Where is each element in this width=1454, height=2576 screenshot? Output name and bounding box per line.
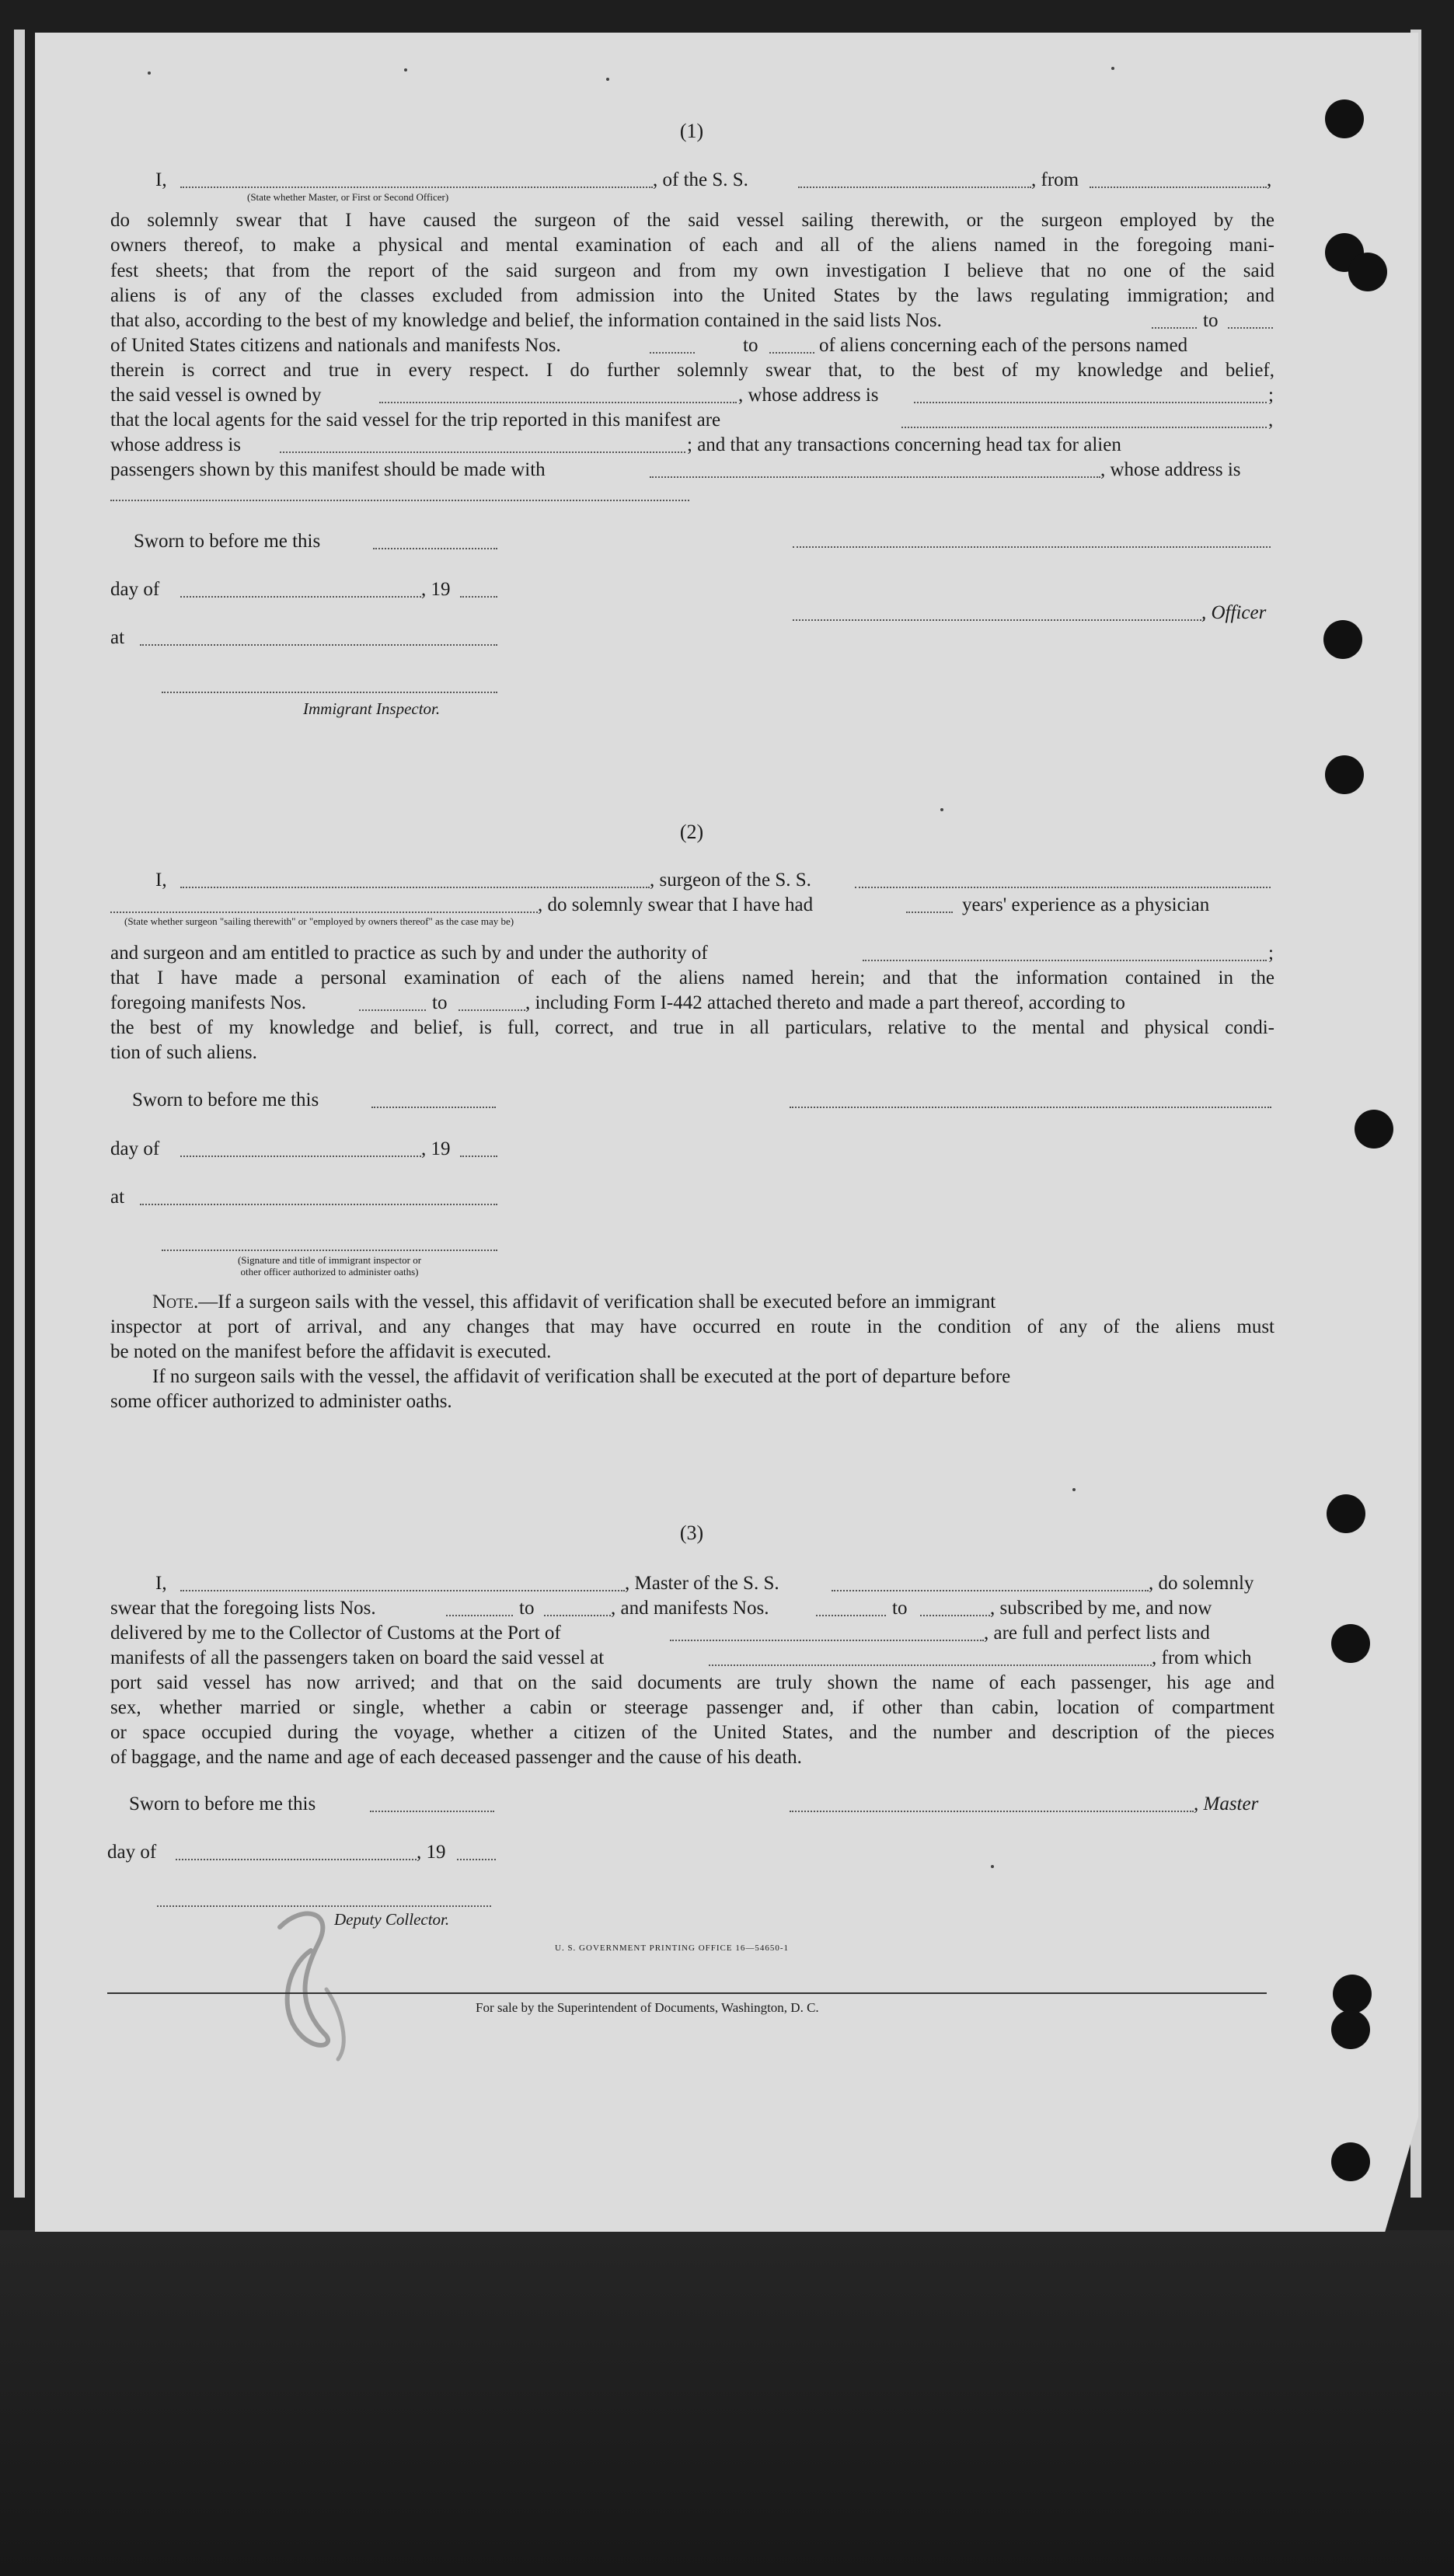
- surgeon-vessel-field[interactable]: [855, 887, 1271, 888]
- oath-3-line: of baggage, and the name and age of each deceased passenger and the cause of his death.: [110, 1747, 802, 1768]
- scan-speck: [1111, 67, 1114, 70]
- scan-speck: [1072, 1488, 1076, 1491]
- manifests-from-field[interactable]: [650, 352, 695, 354]
- officer-name-field[interactable]: [180, 186, 653, 188]
- oath-1-line: fest sheets; that from the report of the said surgeon and from my own investigation I believe that no one of the said: [110, 260, 1274, 281]
- oath-3-line: sex, whether married or single, whether a cabin or steerage passenger and, if other than cabin, location of compartment: [110, 1697, 1274, 1718]
- oath-1-line: whose address is: [110, 434, 242, 455]
- pencil-mark: [249, 1896, 381, 2067]
- local-agents-field[interactable]: [901, 427, 1267, 428]
- at-label: at: [110, 627, 125, 648]
- oath-2-line: , do solemnly swear that I have had: [538, 894, 814, 915]
- surgeon-manifests-from-field[interactable]: [359, 1009, 426, 1011]
- officer-signature-field[interactable]: [793, 546, 1271, 548]
- oath-2-line: tion of such aliens.: [110, 1042, 257, 1063]
- master-of-label: , Master of the S. S.: [625, 1573, 779, 1594]
- section-2-number: (2): [679, 821, 704, 843]
- of-ss-label: , of the S. S.: [653, 169, 748, 190]
- sworn-year-field[interactable]: [460, 1156, 497, 1157]
- deputy-label: Deputy Collector.: [334, 1910, 450, 1929]
- oath-1-line: of United States citizens and nationals and manifests Nos.: [110, 335, 561, 356]
- surgeon-name-field[interactable]: [180, 887, 650, 888]
- scan-speck: [940, 808, 943, 811]
- sworn-label: Sworn to before me this: [134, 531, 321, 552]
- surgeon-signature-field[interactable]: [790, 1107, 1271, 1108]
- oath-2-line: the best of my knowledge and belief, is full, correct, and true in all particulars, relative to the mental and physical condi-: [110, 1017, 1274, 1038]
- oath-3-line: or space occupied during the voyage, whether a citizen of the United States, and the number and description of the pieces: [110, 1722, 1274, 1743]
- signature-caption: other officer authorized to administer oaths): [240, 1266, 419, 1278]
- oath-1-line: that also, according to the best of my knowledge and belief, the information contained in the said lists Nos.: [110, 310, 942, 331]
- scan-edge-left: [14, 30, 25, 2198]
- scan-speck: [148, 71, 151, 75]
- oath-2-line: years' experience as a physician: [962, 894, 1210, 915]
- head-tax-party-field[interactable]: [650, 476, 1100, 478]
- sworn-place-field[interactable]: [140, 1204, 497, 1205]
- semicolon: ;: [1268, 943, 1274, 964]
- oath-3-line: , from which: [1152, 1647, 1252, 1668]
- head-tax-address-field[interactable]: [110, 500, 689, 501]
- oath-1-line: of aliens concerning each of the persons named: [819, 335, 1188, 356]
- surgeon-caption: (State whether surgeon "sailing therewith" or "employed by owners thereof" as the case may be): [124, 915, 514, 927]
- oath-3-i: I,: [155, 1573, 167, 1594]
- officer-label: , Officer: [1201, 602, 1267, 623]
- scan-speck: [404, 68, 407, 71]
- customs-port-field[interactable]: [670, 1640, 984, 1641]
- master-name-field[interactable]: [180, 1590, 625, 1591]
- to-label: to: [1203, 310, 1219, 331]
- sworn-month-field[interactable]: [176, 1859, 417, 1860]
- to-label: to: [432, 992, 448, 1013]
- sworn-place-field[interactable]: [140, 644, 497, 646]
- vessel-name-field[interactable]: [798, 186, 1031, 188]
- printing-office-note: U. S. GOVERNMENT PRINTING OFFICE 16—54650-1: [555, 1943, 790, 1953]
- inspector-label: Immigrant Inspector.: [303, 699, 441, 718]
- oath-3-line: , subscribed by me, and now: [990, 1598, 1212, 1619]
- note-line: some officer authorized to administer oaths.: [110, 1391, 452, 1412]
- note-line: be noted on the manifest before the affidavit is executed.: [110, 1341, 552, 1362]
- sworn-month-field[interactable]: [180, 596, 421, 598]
- from-label: , from: [1031, 169, 1079, 190]
- master-lists-to-field[interactable]: [544, 1615, 611, 1616]
- oath-1-i: I,: [155, 169, 167, 190]
- oath-1-line: ; and that any transactions concerning head tax for alien: [687, 434, 1121, 455]
- punch-hole: [1348, 253, 1387, 291]
- sworn-month-field[interactable]: [180, 1156, 421, 1157]
- day-of-label: day of: [110, 579, 160, 600]
- punch-hole: [1331, 2142, 1370, 2181]
- note-label: Note.: [152, 1291, 199, 1312]
- year-label: , 19: [421, 579, 451, 600]
- surgeon-manifests-to-field[interactable]: [459, 1009, 525, 1011]
- sworn-year-field[interactable]: [460, 596, 497, 598]
- year-label: , 19: [417, 1842, 446, 1863]
- year-label: , 19: [421, 1138, 451, 1159]
- scan-speck: [991, 1865, 994, 1868]
- note-text: —If a surgeon sails with the vessel, this affidavit of verification shall be executed before an immigrant: [198, 1291, 996, 1312]
- day-of-label: day of: [110, 1138, 160, 1159]
- sworn-label: Sworn to before me this: [129, 1793, 316, 1814]
- note-line: If no surgeon sails with the vessel, the affidavit of verification shall be executed at the port of departure before: [152, 1366, 1011, 1387]
- lists-from-field[interactable]: [1152, 327, 1197, 329]
- oath-3-line: port said vessel has now arrived; and that on the said documents are truly shown the name of each passenger, his age and: [110, 1672, 1274, 1693]
- surgeon-of-label: , surgeon of the S. S.: [650, 870, 811, 891]
- oath-1-line: passengers shown by this manifest should be made with: [110, 459, 546, 480]
- embarkation-port-field[interactable]: [709, 1664, 1152, 1666]
- master-manifests-from-field[interactable]: [816, 1615, 886, 1616]
- oath-1-line: aliens is of any of the classes excluded from admission into the United States by the laws regulating immigration; and: [110, 285, 1274, 306]
- day-of-label: day of: [107, 1842, 157, 1863]
- inspector-signature-field[interactable]: [162, 1250, 497, 1251]
- officer-caption: (State whether Master, or First or Second Officer): [247, 191, 449, 203]
- to-label: to: [743, 335, 758, 356]
- punch-hole: [1331, 2010, 1370, 2049]
- punch-hole: [1355, 1110, 1393, 1149]
- oath-3-line: swear that the foregoing lists Nos.: [110, 1598, 376, 1619]
- note-line: [152, 1290, 995, 1315]
- oath-3-line: delivered by me to the Collector of Customs at the Port of: [110, 1623, 561, 1644]
- owner-field[interactable]: [379, 402, 737, 403]
- oath-2-line: foregoing manifests Nos.: [110, 992, 307, 1013]
- sworn-day-field[interactable]: [371, 1107, 496, 1108]
- surgeon-type-field[interactable]: [110, 912, 538, 913]
- sworn-label: Sworn to before me this: [132, 1089, 319, 1110]
- authority-field[interactable]: [863, 960, 1267, 961]
- punch-hole: [1331, 1624, 1370, 1663]
- manifests-to-field[interactable]: [769, 352, 814, 354]
- oath-1-line: therein is correct and true in every respect. I do further solemnly swear that, to the best of my knowledge and belief,: [110, 360, 1274, 381]
- punch-hole: [1333, 1975, 1372, 2013]
- punch-hole: [1325, 755, 1364, 794]
- years-experience-field[interactable]: [906, 912, 953, 913]
- lists-to-field[interactable]: [1228, 327, 1273, 329]
- oath-1-line: that the local agents for the said vessel for the trip reported in this manifest are: [110, 410, 721, 430]
- section-1-number: (1): [679, 120, 704, 142]
- sale-note: For sale by the Superintendent of Documents, Washington, D. C.: [476, 2000, 819, 2015]
- oath-3-line: , do solemnly: [1149, 1573, 1254, 1594]
- master-lists-from-field[interactable]: [446, 1615, 513, 1616]
- punch-hole: [1323, 620, 1362, 659]
- comma: ,: [1267, 169, 1272, 190]
- oath-1-line: do solemnly swear that I have caused the surgeon of the said vessel sailing therewith, or the surgeon employed by the: [110, 210, 1274, 231]
- oath-2-i: I,: [155, 870, 167, 891]
- oath-2-line: , including Form I-442 attached thereto and made a part thereof, according to: [525, 992, 1125, 1013]
- whose-address-label: , whose address is: [1100, 459, 1241, 480]
- punch-hole: [1327, 1494, 1365, 1533]
- scanner-background: [0, 2230, 1454, 2576]
- master-signature-field[interactable]: [790, 1811, 1194, 1812]
- sworn-day-field[interactable]: [370, 1811, 494, 1812]
- semicolon: ;: [1268, 385, 1274, 406]
- from-port-field[interactable]: [1090, 186, 1267, 188]
- owner-address-field[interactable]: [914, 402, 1267, 403]
- master-label: , Master: [1194, 1793, 1259, 1814]
- punch-hole: [1325, 99, 1364, 138]
- at-label: at: [110, 1187, 125, 1208]
- officer-title-field[interactable]: [793, 619, 1205, 621]
- oath-2-line: that I have made a personal examination of each of the aliens named herein; and that the information contained in the: [110, 967, 1274, 988]
- scan-speck: [606, 78, 609, 81]
- sworn-year-field[interactable]: [457, 1859, 496, 1860]
- inspector-signature-field[interactable]: [162, 692, 497, 693]
- oath-2-line: and surgeon and am entitled to practice as such by and under the authority of: [110, 943, 708, 964]
- agents-address-field[interactable]: [280, 451, 685, 453]
- sworn-day-field[interactable]: [373, 548, 497, 549]
- oath-3-line: manifests of all the passengers taken on board the said vessel at: [110, 1647, 605, 1668]
- master-vessel-field[interactable]: [832, 1590, 1149, 1591]
- oath-3-line: , are full and perfect lists and: [984, 1623, 1210, 1644]
- to-label: to: [519, 1598, 535, 1619]
- note-line: inspector at port of arrival, and any changes that may have occurred en route in the condition of any of the aliens must: [110, 1316, 1274, 1337]
- whose-address-label: , whose address is: [738, 385, 879, 406]
- signature-caption: (Signature and title of immigrant inspector or: [237, 1254, 422, 1266]
- oath-1-line: owners thereof, to make a physical and mental examination of each and all of the aliens named in the foregoing mani-: [110, 235, 1274, 256]
- to-label: to: [892, 1598, 908, 1619]
- oath-1-line: the said vessel is owned by: [110, 385, 322, 406]
- section-3-number: (3): [679, 1522, 704, 1544]
- footer-rule: [107, 1992, 1267, 1994]
- master-manifests-to-field[interactable]: [920, 1615, 990, 1616]
- oath-3-line: , and manifests Nos.: [611, 1598, 769, 1619]
- comma: ,: [1268, 410, 1274, 430]
